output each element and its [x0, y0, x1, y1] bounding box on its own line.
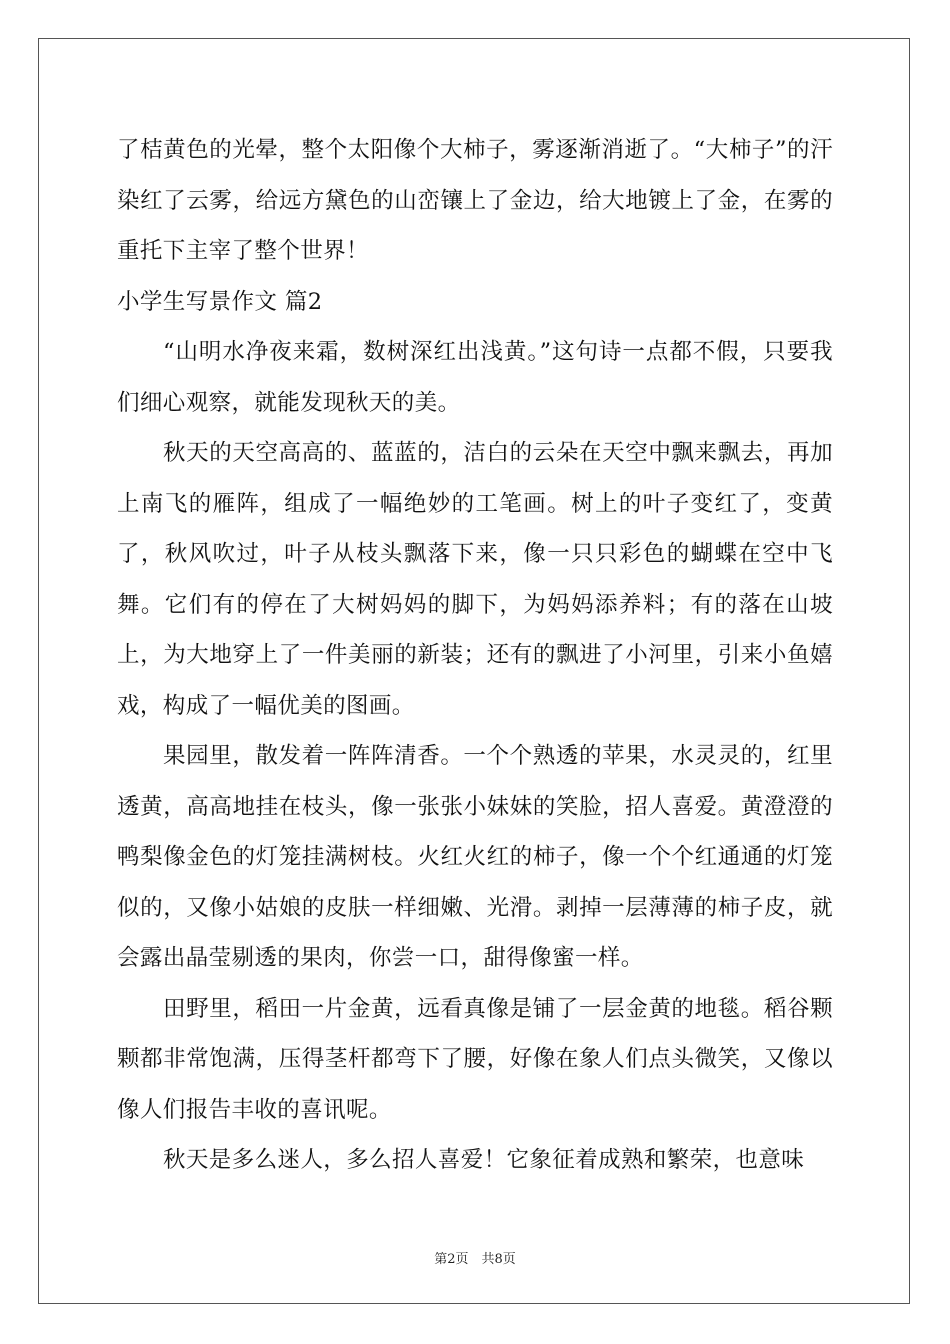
paragraph-fields: 田野里，稻田一片金黄，远看真像是铺了一层金黄的地毯。稻谷颗颗都非常饱满，压得茎杆都弯下了腰，好像在象人们点头微笑，又像以像人们报告丰收的喜讯呢。 [117, 995, 833, 1123]
paragraph-orchard: 果园里，散发着一阵阵清香。一个个熟透的苹果，水灵灵的，红里透黄，高高地挂在枝头，像一张张小妹妹的笑脸，招人喜爱。黄澄澄的鸭梨像金色的灯笼挂满树枝。火红火红的柿子，像一个个红通通的灯笼似的，又像小姑娘的皮肤一样细嫩、光滑。剥掉一层薄薄的柿子皮，就会露出晶莹剔透的果肉，你尝一口，甜得像蜜一样。 [117, 743, 833, 971]
paragraph-poem-intro: “山明水净夜来霜，数树深红出浅黄。”这句诗一点都不假，只要我们细心观察，就能发现秋天的美。 [117, 339, 833, 416]
paragraph-closing: 秋天是多么迷人，多么招人喜爱！它象征着成熟和繁荣，也意味 [163, 1147, 805, 1173]
section-heading: 小学生写景作文 篇2 [117, 288, 323, 315]
paragraph-autumn-sky: 秋天的天空高高的、蓝蓝的，洁白的云朵在天空中飘来飘去，再加上南飞的雁阵，组成了一幅绝妙的工笔画。树上的叶子变红了，变黄了，秋风吹过，叶子从枝头飘落下来，像一只只彩色的蝴蝶在空中飞舞。它们有的停在了大树妈妈的脚下，为妈妈添养料；有的落在山坡上，为大地穿上了一件美丽的新装；还有的飘进了小河里，引来小鱼嬉戏，构成了一幅优美的图画。 [117, 440, 833, 719]
document-body [117, 125, 833, 1186]
paragraph-continuation: 了桔黄色的光晕，整个太阳像个大柿子，雾逐渐消逝了。“大柿子”的汗染红了云雾，给远方黛色的山峦镶上了金边，给大地镀上了金，在雾的重托下主宰了整个世界！ [117, 137, 833, 264]
page-number-footer: 第2页 共8页 [434, 1252, 516, 1267]
